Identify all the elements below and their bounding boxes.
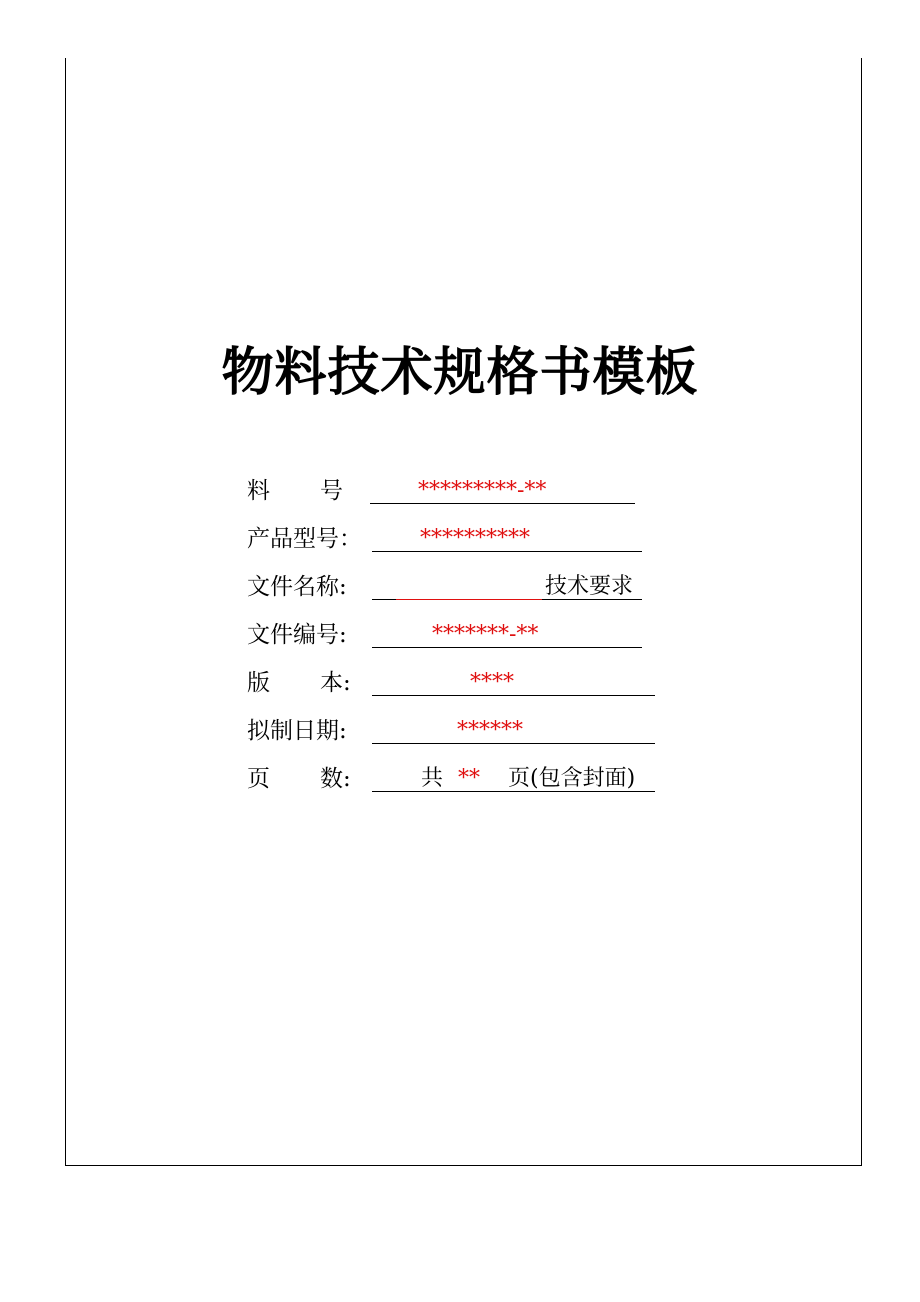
field-label: 页 bbox=[247, 766, 270, 792]
pages-prefix: 共 bbox=[421, 766, 444, 791]
red-underline bbox=[396, 599, 542, 600]
date-value: ****** bbox=[457, 718, 523, 743]
version-value: **** bbox=[470, 670, 514, 695]
field-label: 本: bbox=[320, 670, 351, 696]
doc-number-value: *******-** bbox=[432, 622, 539, 647]
material-no-value: *********-** bbox=[418, 478, 547, 503]
field-label: 版 bbox=[247, 670, 270, 696]
product-model-value: ********** bbox=[420, 526, 530, 551]
field-label: 拟制日期: bbox=[247, 718, 347, 744]
page-border bbox=[65, 58, 862, 1166]
document-title: 物料技术规格书模板 bbox=[221, 343, 699, 403]
field-label: 文件名称: bbox=[247, 574, 347, 600]
field-label: 料 bbox=[247, 478, 270, 504]
pages-value: ** bbox=[458, 766, 480, 791]
field-label: 数: bbox=[320, 766, 351, 792]
pages-suffix: 页(包含封面) bbox=[508, 766, 636, 791]
field-label: 号 bbox=[320, 478, 343, 504]
doc-name-value: 技术要求 bbox=[545, 574, 634, 599]
field-label: 产品型号： bbox=[247, 526, 362, 552]
field-label: 文件编号: bbox=[247, 622, 347, 648]
